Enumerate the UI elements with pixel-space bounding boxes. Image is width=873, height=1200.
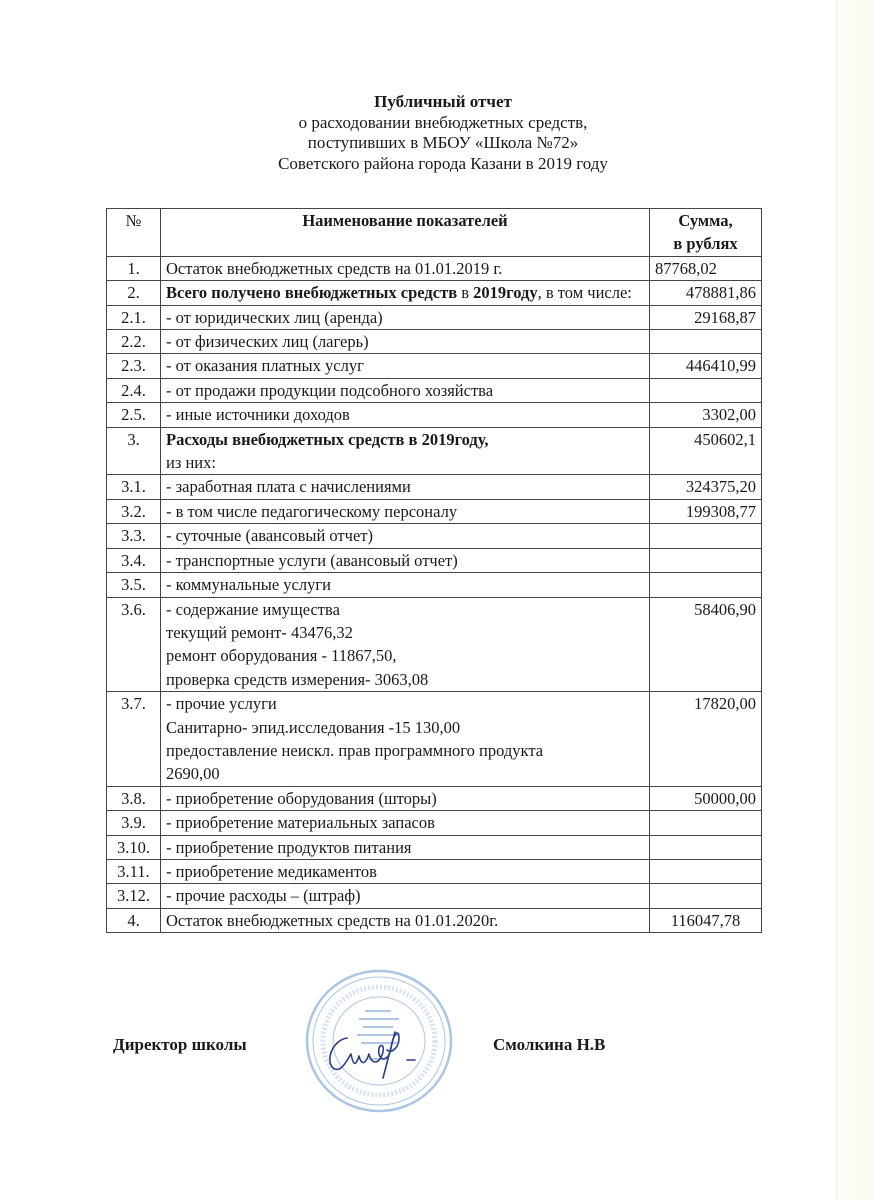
row-name: - суточные (авансовый отчет) [161, 524, 650, 548]
row-sum: 17820,00 [650, 692, 762, 787]
row-sum: 116047,78 [650, 908, 762, 932]
header-sum-line1: Сумма, [678, 211, 733, 230]
signature-icon [330, 1032, 415, 1078]
row-name: - от юридических лиц (аренда) [161, 305, 650, 329]
row-name: Всего получено внебюджетных средств в 2019году, в том числе: [161, 281, 650, 305]
scan-edge-strip [836, 0, 873, 1200]
row-name: - содержание имущества текущий ремонт- 43476,32 ремонт оборудования - 11867,50, проверка средств измерения- 3063,08 [161, 597, 650, 692]
table-row [107, 573, 762, 597]
row-num: 3.7. [107, 692, 161, 787]
table-row [107, 403, 762, 427]
document-title: Публичный отчет [374, 92, 512, 111]
row-name: Остаток внебюджетных средств на 01.01.2020г. [161, 908, 650, 932]
table-row [107, 835, 762, 859]
row-sum: 478881,86 [650, 281, 762, 305]
row-sum [650, 835, 762, 859]
row-name: - заработная плата с начислениями [161, 475, 650, 499]
report-table [106, 208, 762, 933]
row-num: 3.11. [107, 859, 161, 883]
row-num: 3.3. [107, 524, 161, 548]
table-row-total [107, 908, 762, 932]
row-num: 3.12. [107, 884, 161, 908]
row-num: 3.4. [107, 548, 161, 572]
row-num: 2.3. [107, 354, 161, 378]
row-num: 2.2. [107, 330, 161, 354]
table-row [107, 499, 762, 523]
table-row [107, 811, 762, 835]
row-name: - от продажи продукции подсобного хозяйства [161, 378, 650, 402]
row-num: 3.6. [107, 597, 161, 692]
row-num: 3.5. [107, 573, 161, 597]
row-num: 3. [107, 427, 161, 475]
row-name: - в том числе педагогическому персоналу [161, 499, 650, 523]
row-sum: 446410,99 [650, 354, 762, 378]
row-sum [650, 884, 762, 908]
row-sum [650, 378, 762, 402]
subtitle-line: Советского района города Казани в 2019 году [278, 153, 608, 173]
table-row [107, 354, 762, 378]
row-num: 2.4. [107, 378, 161, 402]
table-row [107, 305, 762, 329]
header-sum-line2: в рублях [673, 234, 738, 254]
row-num: 3.8. [107, 786, 161, 810]
signature-position: Директор школы [113, 1035, 247, 1054]
table-row [107, 427, 762, 475]
row-name: - приобретение медикаментов [161, 859, 650, 883]
table-row [107, 256, 762, 280]
official-stamp-icon [303, 968, 453, 1114]
table-row [107, 884, 762, 908]
header-num: № [107, 209, 161, 257]
row-name: - от физических лиц (лагерь) [161, 330, 650, 354]
row-name: - коммунальные услуги [161, 573, 650, 597]
table-row [107, 524, 762, 548]
document-header [0, 92, 873, 174]
signature-name: Смолкина Н.В [493, 1035, 606, 1054]
row-sum: 3302,00 [650, 403, 762, 427]
row-sum [650, 573, 762, 597]
table-row [107, 786, 762, 810]
row-name: Расходы внебюджетных средств в 2019году, из них: [161, 427, 650, 475]
row-sum: 58406,90 [650, 597, 762, 692]
row-sum: 324375,20 [650, 475, 762, 499]
row-name: - приобретение материальных запасов [161, 811, 650, 835]
row-sum [650, 811, 762, 835]
row-name: - прочие расходы – (штраф) [161, 884, 650, 908]
table-row [107, 378, 762, 402]
table-row [107, 330, 762, 354]
table-row [107, 859, 762, 883]
table-row [107, 692, 762, 787]
row-sum: 87768,02 [650, 256, 762, 280]
row-sum [650, 548, 762, 572]
header-name: Наименование показателей [161, 209, 650, 257]
row-name: - от оказания платных услуг [161, 354, 650, 378]
header-sum [650, 209, 762, 257]
row-name: - транспортные услуги (авансовый отчет) [161, 548, 650, 572]
row-sum [650, 859, 762, 883]
row-num: 2.1. [107, 305, 161, 329]
row-name: Остаток внебюджетных средств на 01.01.2019 г. [161, 256, 650, 280]
row-sum: 50000,00 [650, 786, 762, 810]
row-num: 3.9. [107, 811, 161, 835]
row-name: - приобретение продуктов питания [161, 835, 650, 859]
row-sum: 199308,77 [650, 499, 762, 523]
row-name: - приобретение оборудования (шторы) [161, 786, 650, 810]
row-num: 3.1. [107, 475, 161, 499]
table-row [107, 597, 762, 692]
row-name: - иные источники доходов [161, 403, 650, 427]
row-num: 3.2. [107, 499, 161, 523]
row-num: 2. [107, 281, 161, 305]
subtitle-line: поступивших в МБОУ «Школа №72» [307, 133, 579, 152]
table-row [107, 281, 762, 305]
row-name: - прочие услуги Санитарно- эпид.исследования -15 130,00 предоставление неискл. прав программного продукта 2690,00 [161, 692, 650, 787]
subtitle-line: о расходовании внебюджетных средств, [298, 112, 588, 132]
row-num: 4. [107, 908, 161, 932]
row-sum [650, 524, 762, 548]
row-sum: 450602,1 [650, 427, 762, 475]
row-num: 3.10. [107, 835, 161, 859]
row-num: 2.5. [107, 403, 161, 427]
table-header-row [107, 209, 762, 257]
row-num: 1. [107, 256, 161, 280]
row-sum [650, 330, 762, 354]
table-row [107, 475, 762, 499]
table-row [107, 548, 762, 572]
row-sum: 29168,87 [650, 305, 762, 329]
